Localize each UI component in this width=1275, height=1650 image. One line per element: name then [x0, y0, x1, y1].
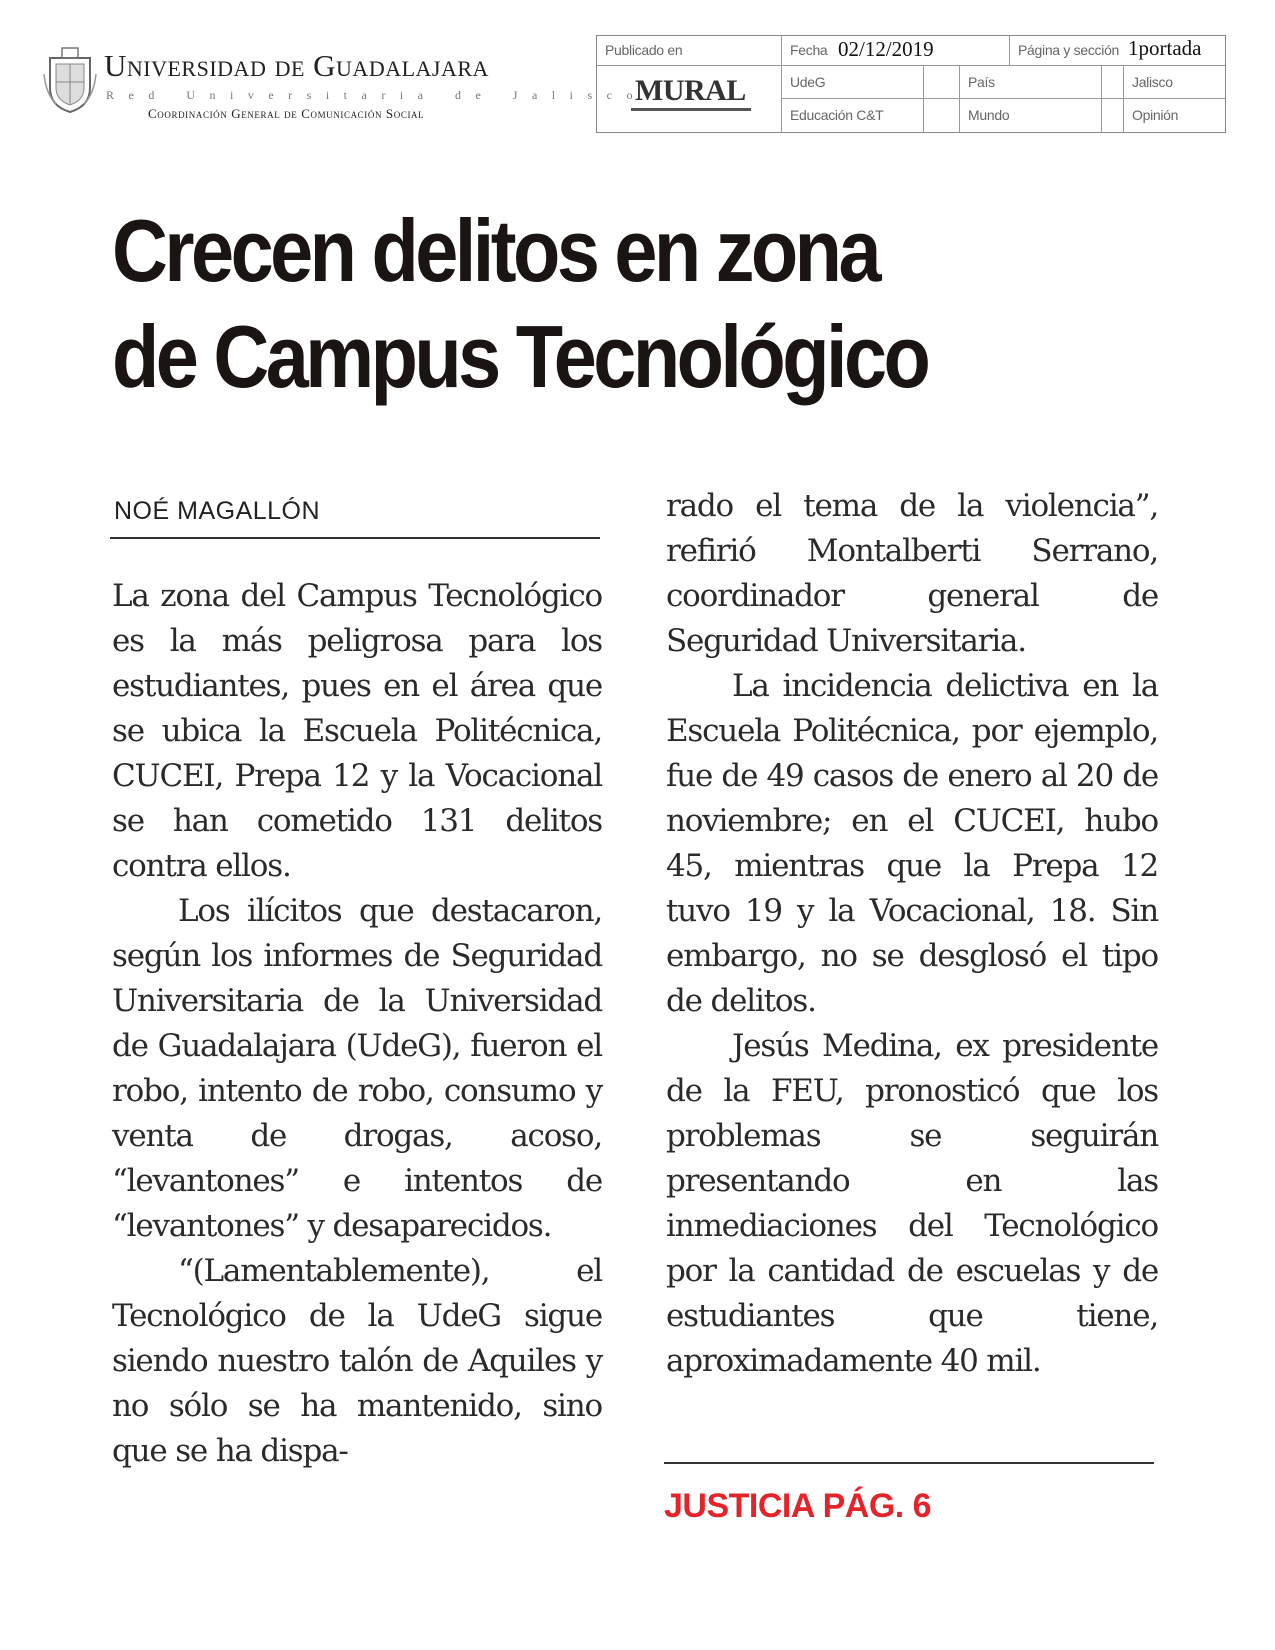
- section-mundo-box: [1102, 99, 1124, 132]
- paragraph: Los ilícitos que destacaron, según los informes de Seguridad Universitaria de la Universidad de Guadalajara (UdeG), fueron el robo, intento de robo, consumo y venta de drogas, acoso, “levantones” e intentos de “levantones” y desaparecidos.: [112, 893, 602, 1244]
- coordination-line: Coordinación General de Comunicación Social: [148, 106, 425, 121]
- page-section-value: 1portada: [1128, 36, 1202, 60]
- publication-info-table: [596, 35, 1226, 133]
- paragraph: La zona del Campus Tecnológico es la más peligrosa para los estudiantes, pues en el área que se ubica la Escuela Politécnica, CUCEI, Prepa 12 y la Vocacional se han cometido 131 delitos contra ellos.: [112, 578, 602, 884]
- section-mundo: Mundo: [960, 99, 1102, 132]
- page-section-cell: [1010, 36, 1225, 66]
- section-udeg: UdeG: [782, 66, 924, 99]
- section-opinion: Opinión: [1132, 107, 1179, 123]
- byline-divider: [110, 537, 600, 539]
- date-value: 02/12/2019: [838, 37, 934, 61]
- article-column-right: [666, 484, 1158, 1384]
- section-educacion-box: [924, 99, 960, 132]
- network-line: Red Universitaria de Jalisco: [106, 88, 647, 102]
- date-cell: [782, 36, 1010, 66]
- university-seal-icon: [42, 44, 98, 114]
- newspaper-logo: MURAL: [635, 74, 746, 107]
- section-pais: País: [960, 66, 1102, 99]
- page-section-label: Página y sección: [1018, 42, 1120, 58]
- section-pais-box: [1102, 66, 1124, 99]
- section-udeg-box: [924, 66, 960, 99]
- headline-line-1: Crecen delitos en zona: [112, 201, 879, 300]
- headline-line-2: de Campus Tecnológico: [112, 307, 928, 406]
- university-name: Universidad de Guadalajara: [104, 48, 489, 83]
- date-label: Fecha: [790, 42, 828, 58]
- paragraph: rado el tema de la violencia”, refirió Montalberti Serrano, coordinador general de Seguridad Universitaria.: [666, 488, 1158, 659]
- article-end-divider: [664, 1462, 1154, 1464]
- newspaper-logo-underline: [631, 108, 751, 111]
- article-byline: NOÉ MAGALLÓN: [114, 497, 321, 525]
- paragraph: “(Lamentablemente), el Tecnológico de la UdeG sigue siendo nuestro talón de Aquiles y no sólo se ha mantenido, sino que se ha dispa-: [112, 1253, 602, 1469]
- article-column-left: [112, 574, 602, 1474]
- paragraph: Jesús Medina, ex presidente de la FEU, pronosticó que los problemas se seguirán presentando en las inmediaciones del Tecnológico por la cantidad de escuelas y de estudiantes que tiene, aproximadamente 40 mil.: [666, 1028, 1158, 1379]
- newspaper-cell: [597, 36, 782, 132]
- continuation-link[interactable]: JUSTICIA PÁG. 6: [664, 1487, 932, 1525]
- article-headline: [112, 198, 1062, 410]
- section-jalisco: Jalisco: [1124, 66, 1225, 99]
- section-educacion: Educación C&T: [782, 99, 924, 132]
- paragraph: La incidencia delictiva en la Escuela Politécnica, por ejemplo, fue de 49 casos de enero al 20 de noviembre; en el CUCEI, hubo 45, mientras que la Prepa 12 tuvo 19 y la Vocacional, 18. Sin embargo, no se desglosó el tipo de delitos.: [666, 668, 1158, 1019]
- published-in-label: Publicado en: [605, 42, 683, 58]
